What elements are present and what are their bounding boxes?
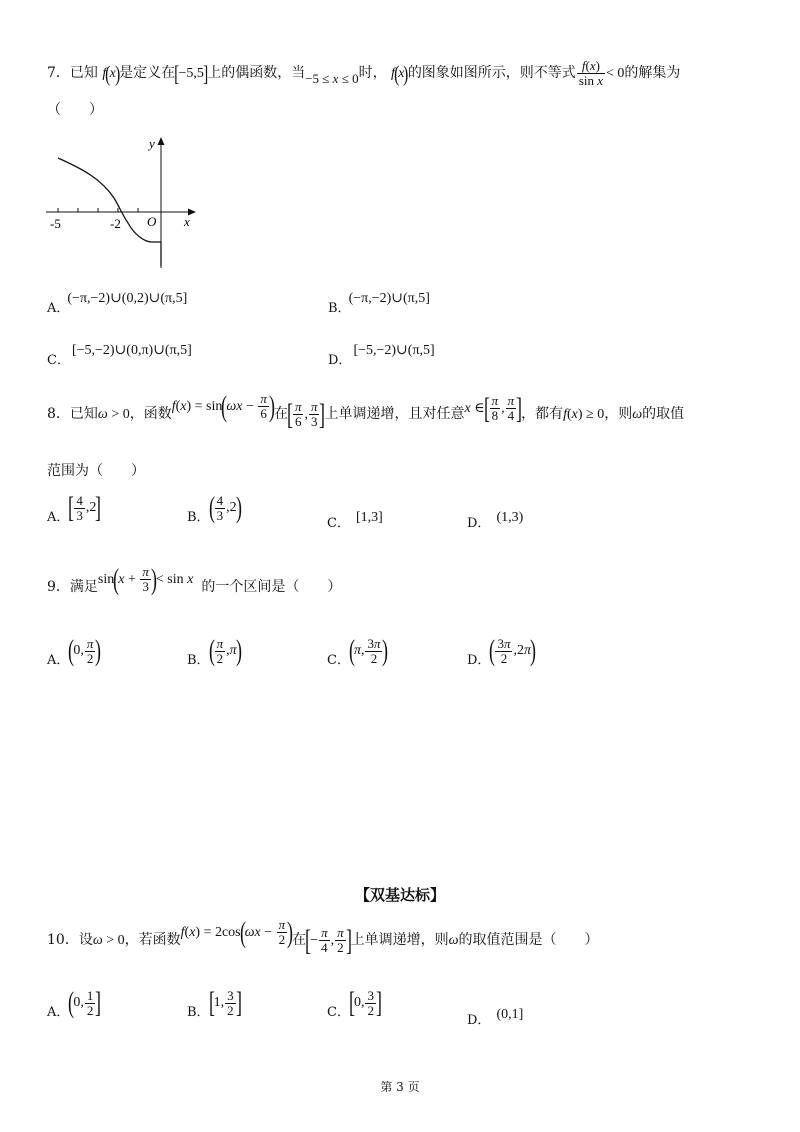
option-value: ( $\frac{\pi}{2}$ ,π) xyxy=(208,634,242,667)
q7-blank: （ ） xyxy=(47,102,103,118)
q8-option-c[interactable] xyxy=(327,507,383,531)
q8-text-3: 在 xyxy=(273,406,288,422)
q9-text-2: 的一个区间是（ ） xyxy=(201,579,342,595)
q8-stem xyxy=(47,389,685,435)
y-axis-arrow-icon xyxy=(158,137,165,145)
option-value: (−π,−2)∪(0,2)∪(π,5] xyxy=(67,291,188,306)
option-letter: A． xyxy=(47,1005,70,1021)
option-value: [1, $\frac{3}{2}$ ] xyxy=(208,986,242,1019)
q7-text-2: 是定义在 xyxy=(119,65,176,81)
q8-option-a[interactable] xyxy=(47,491,102,526)
q9-inequality: sin(x + $\frac{\pi}{3}$ )< sin x xyxy=(97,562,194,596)
q9-stem xyxy=(47,562,342,608)
option-value: [1,3] xyxy=(355,510,383,525)
q8-text-7: 的取值 xyxy=(642,406,685,422)
q10-number: 10． xyxy=(47,932,79,948)
q10-option-d[interactable] xyxy=(467,1004,524,1028)
q8-function: f(x) = sin(ωx − $\frac{\pi}{6}$ ) xyxy=(171,389,275,423)
option-letter: C． xyxy=(327,1005,350,1021)
q7-inequality: $\frac{f(x)}{\text{sin x}}$ < 0 xyxy=(578,58,625,89)
graph-y-label: y xyxy=(149,136,155,151)
q8-text-1: 已知 xyxy=(69,406,98,422)
option-value: [0, $\frac{3}{2}$ ] xyxy=(348,986,382,1019)
option-value: ( $\frac{3\pi}{2}$ ,2π) xyxy=(489,634,536,667)
q10-option-c[interactable] xyxy=(327,986,382,1021)
q8-number: 8． xyxy=(47,406,70,422)
q10-text-1: 设 xyxy=(78,932,93,948)
graph-x-label: x xyxy=(184,214,190,229)
q7-fx-2: f(x) xyxy=(391,60,409,86)
x-axis-ticks xyxy=(58,208,138,212)
q10-text-3: 在 xyxy=(292,932,307,948)
graph-origin-label: O xyxy=(147,214,157,229)
q7-condition: −5 ≤ x ≤ 0 xyxy=(305,71,359,86)
q8-interval-1: [ $\frac{\pi}{6}$ , $\frac{\pi}{3}$ ] xyxy=(286,397,326,431)
q10-text-4: 上单调递增，则 xyxy=(350,932,449,948)
graph-tick-label-neg2: -2 xyxy=(110,216,121,231)
option-letter: B． xyxy=(328,301,351,316)
q10-text-2: ，若函数 xyxy=(124,932,181,948)
q8-text-2: ，函数 xyxy=(129,406,172,422)
option-letter: A． xyxy=(47,510,70,526)
q7-fx: f(x) xyxy=(102,60,121,86)
q9-option-c[interactable] xyxy=(327,634,389,669)
q8-text-4: 上单调递增，且对任意 xyxy=(324,406,465,422)
section-title: 【双基达标】 xyxy=(354,886,445,904)
option-letter: B． xyxy=(187,653,210,669)
q7-domain: [−5,5] xyxy=(174,60,209,86)
q7-option-c[interactable] xyxy=(47,340,192,368)
option-letter: B． xyxy=(187,510,210,526)
q9-text-1: 满足 xyxy=(69,579,98,595)
q10-option-b[interactable] xyxy=(187,986,242,1021)
q8-omega: ω xyxy=(632,407,643,422)
q7-text-3: 上的偶函数，当 xyxy=(207,65,306,81)
q7-option-b[interactable] xyxy=(328,288,430,316)
graph-tick-label-neg5: -5 xyxy=(50,216,61,231)
option-value: (1,3) xyxy=(496,510,524,525)
q7-number: 7． xyxy=(47,65,70,81)
option-letter: D． xyxy=(467,516,491,531)
q7-option-d[interactable] xyxy=(328,340,435,368)
q8-omega-positive: ω > 0 xyxy=(97,407,130,422)
q7-graph xyxy=(40,128,210,273)
option-letter: C． xyxy=(327,653,350,669)
q7-stem xyxy=(47,58,680,98)
option-value: (−π,−2)∪(π,5] xyxy=(348,291,430,306)
q7-text-4: 时， xyxy=(358,65,387,81)
option-value: (0, $\frac{1}{2}$ ] xyxy=(68,986,102,1019)
option-value: [ $\frac{4}{3}$ ,2] xyxy=(68,491,102,524)
q10-text-5: 的取值范围是（ ） xyxy=(458,932,599,948)
q7-text-5: 的图象如图所示，则不等式 xyxy=(407,65,576,81)
option-letter: A． xyxy=(47,301,70,316)
option-letter: C． xyxy=(327,516,350,531)
q10-interval: [− $\frac{\pi}{4}$ , $\frac{\pi}{2}$ ] xyxy=(305,923,352,957)
q9-number: 9． xyxy=(47,579,70,595)
q8-option-d[interactable] xyxy=(467,507,524,531)
q8-line-2: 范围为（ ） xyxy=(47,463,145,479)
q10-omega: ω xyxy=(448,933,459,948)
q8-text-6: ，则 xyxy=(604,406,633,422)
q7-text-1: 已知 xyxy=(69,65,98,81)
q8-text-5: ，都有 xyxy=(521,406,564,422)
option-value: [−5,−2)∪(π,5] xyxy=(353,343,435,358)
option-value: (0,1] xyxy=(496,1007,524,1022)
option-value: [−5,−2)∪(0,π)∪(π,5] xyxy=(71,343,192,358)
option-letter: D． xyxy=(467,653,491,669)
q9-option-b[interactable] xyxy=(187,634,242,669)
option-letter: B． xyxy=(187,1005,210,1021)
q7-option-a[interactable] xyxy=(47,288,188,316)
q8-interval-2: x ∈[ $\frac{\pi}{8}$ , $\frac{\pi}{4}$ ] xyxy=(464,391,523,425)
q9-option-a[interactable] xyxy=(47,634,102,669)
q10-function: f(x) = 2cos(ωx − $\frac{\pi}{2}$ ) xyxy=(180,915,294,949)
q10-stem xyxy=(47,915,599,961)
option-value: (π, $\frac{3\pi}{2}$ ) xyxy=(348,634,389,667)
option-letter: A． xyxy=(47,653,70,669)
q9-option-d[interactable] xyxy=(467,634,536,669)
q10-option-a[interactable] xyxy=(47,986,102,1021)
option-letter: D． xyxy=(328,353,352,368)
option-letter: D． xyxy=(467,1013,491,1028)
option-value: ( $\frac{4}{3}$ ,2) xyxy=(208,491,242,524)
q10-omega-positive: ω > 0 xyxy=(92,933,125,948)
option-value: (0, $\frac{\pi}{2}$ ) xyxy=(68,634,102,667)
q8-option-b[interactable] xyxy=(187,491,242,526)
option-letter: C． xyxy=(47,353,70,368)
page-number: 第 3 页 xyxy=(380,1080,420,1094)
q7-text-6: 的解集为 xyxy=(624,65,681,81)
q8-nonneg: f(x) ≥ 0 xyxy=(563,407,605,422)
